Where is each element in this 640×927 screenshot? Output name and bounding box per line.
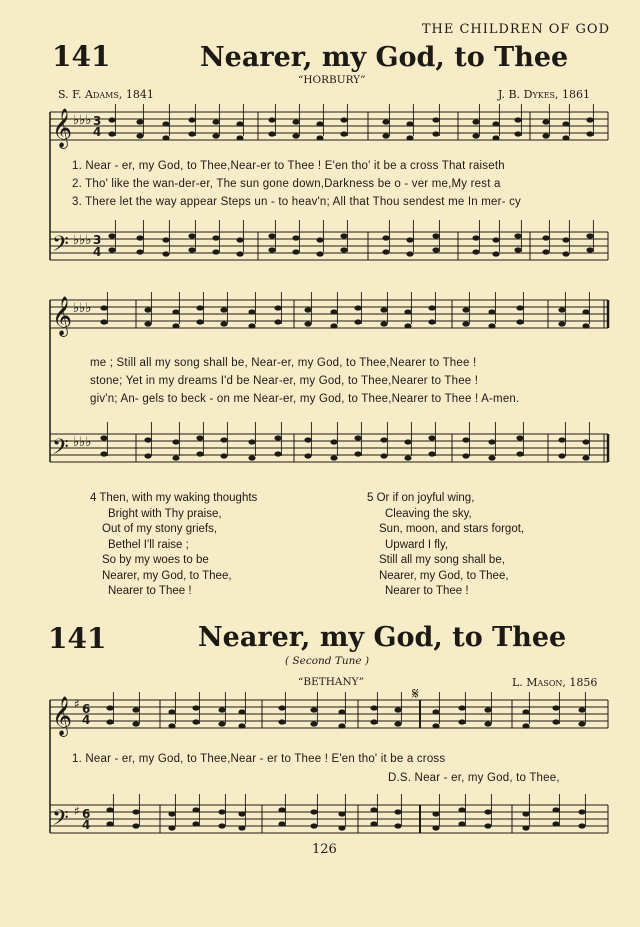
- verse-line: Bethel I'll raise ;: [108, 538, 189, 551]
- note-head: [484, 707, 491, 712]
- note-head: [432, 723, 439, 728]
- lyric-line: giv'n; An- gels to beck - on me Near-er, my God, to Thee,Nearer to Thee ! A-men.: [90, 393, 520, 405]
- note-head: [100, 435, 107, 440]
- svg-text:6: 6: [82, 702, 91, 716]
- page-number: 126: [312, 842, 337, 857]
- bass-clef-icon: 𝄢: [52, 232, 69, 262]
- note-head: [382, 133, 389, 138]
- note-head: [304, 307, 311, 312]
- note-head: [136, 119, 143, 124]
- note-head: [370, 821, 377, 826]
- note-head: [522, 811, 529, 816]
- note-head: [100, 319, 107, 324]
- note-head: [586, 131, 593, 136]
- note-head: [316, 135, 323, 140]
- svg-text:♭♭♭: ♭♭♭: [73, 301, 92, 316]
- svg-text:♯: ♯: [74, 697, 80, 711]
- verse-5: [367, 491, 524, 600]
- note-head: [394, 707, 401, 712]
- svg-text:♯: ♯: [74, 804, 80, 818]
- note-head: [238, 723, 245, 728]
- note-head: [578, 809, 585, 814]
- note-head: [354, 435, 361, 440]
- note-head: [558, 321, 565, 326]
- note-head: [144, 307, 151, 312]
- lyric-line: D.S. Near - er, my God, to Thee,: [388, 772, 560, 784]
- note-head: [432, 233, 439, 238]
- note-head: [394, 809, 401, 814]
- note-head: [558, 453, 565, 458]
- note-head: [236, 135, 243, 140]
- verse-line: 4 Then, with my waking thoughts: [90, 492, 258, 504]
- verse-line: So by my woes to be: [102, 554, 209, 566]
- note-head: [304, 437, 311, 442]
- note-head: [162, 121, 169, 126]
- note-head: [488, 323, 495, 328]
- svg-text:4: 4: [93, 245, 102, 259]
- note-head: [248, 455, 255, 460]
- note-head: [432, 247, 439, 252]
- svg-text:𝄞: 𝄞: [52, 696, 73, 736]
- note-head: [458, 821, 465, 826]
- page-header: THE CHILDREN OF GOD: [421, 22, 610, 37]
- note-head: [514, 247, 521, 252]
- verse-line: Nearer, my God, to Thee,: [102, 569, 232, 582]
- composer-credit: L. Mason, 1856: [512, 676, 598, 689]
- note-head: [542, 249, 549, 254]
- note-head: [218, 707, 225, 712]
- note-head: [404, 439, 411, 444]
- note-head: [370, 705, 377, 710]
- note-head: [380, 321, 387, 326]
- note-head: [406, 135, 413, 140]
- note-head: [268, 131, 275, 136]
- note-head: [238, 811, 245, 816]
- note-head: [354, 451, 361, 456]
- note-head: [562, 251, 569, 256]
- note-head: [432, 825, 439, 830]
- svg-text:♭♭♭: ♭♭♭: [73, 233, 92, 248]
- bass-staff-2: [50, 434, 608, 462]
- lyricist-credit: S. F. Adams, 1841: [58, 88, 154, 101]
- hymn-title: Nearer, my God, to Thee: [198, 622, 567, 653]
- bass-staff-1: [50, 232, 608, 260]
- note-head: [404, 323, 411, 328]
- verse-line: Still all my song shall be,: [379, 554, 505, 566]
- note-head: [484, 809, 491, 814]
- note-head: [268, 117, 275, 122]
- lyric-line: 2. Tho' like the wan-der-er, The sun gone down,Darkness be o - ver me,My rest a: [72, 178, 501, 190]
- note-head: [236, 121, 243, 126]
- note-head: [354, 319, 361, 324]
- note-head: [432, 131, 439, 136]
- verse-line: Nearer to Thee !: [108, 585, 192, 597]
- note-head: [136, 235, 143, 240]
- note-head: [292, 249, 299, 254]
- note-head: [370, 807, 377, 812]
- note-head: [432, 709, 439, 714]
- note-head: [514, 233, 521, 238]
- svg-text:6: 6: [82, 807, 91, 821]
- note-head: [316, 121, 323, 126]
- verse-line: Nearer to Thee !: [385, 585, 469, 597]
- note-head: [218, 823, 225, 828]
- note-head: [274, 451, 281, 456]
- note-head: [218, 809, 225, 814]
- verse-4: [90, 491, 257, 600]
- verse-line: 5 Or if on joyful wing,: [367, 492, 475, 504]
- hymn-title: Nearer, my God, to Thee: [200, 42, 569, 73]
- note-head: [380, 307, 387, 312]
- note-head: [196, 319, 203, 324]
- note-head: [462, 453, 469, 458]
- note-head: [586, 117, 593, 122]
- note-head: [278, 807, 285, 812]
- svg-text:3: 3: [93, 233, 102, 247]
- note-head: [236, 237, 243, 242]
- svg-text:♭♭♭: ♭♭♭: [73, 435, 92, 450]
- note-head: [330, 439, 337, 444]
- note-head: [516, 305, 523, 310]
- note-head: [136, 249, 143, 254]
- note-head: [488, 439, 495, 444]
- note-head: [340, 117, 347, 122]
- note-head: [144, 453, 151, 458]
- note-head: [192, 807, 199, 812]
- note-head: [108, 131, 115, 136]
- note-head: [552, 807, 559, 812]
- note-head: [488, 455, 495, 460]
- note-head: [316, 251, 323, 256]
- note-head: [380, 453, 387, 458]
- note-head: [338, 811, 345, 816]
- note-head: [162, 135, 169, 140]
- verse-line: Nearer, my God, to Thee,: [379, 569, 509, 582]
- note-head: [562, 121, 569, 126]
- note-head: [578, 721, 585, 726]
- note-head: [196, 305, 203, 310]
- note-head: [472, 119, 479, 124]
- note-head: [514, 117, 521, 122]
- note-head: [458, 807, 465, 812]
- note-head: [274, 435, 281, 440]
- note-head: [106, 719, 113, 724]
- note-head: [428, 451, 435, 456]
- note-head: [144, 321, 151, 326]
- note-head: [552, 719, 559, 724]
- note-head: [172, 309, 179, 314]
- note-head: [472, 133, 479, 138]
- lyric-line: stone; Yet in my dreams I'd be Near-er, my God, to Thee,Nearer to Thee !: [90, 375, 479, 387]
- note-head: [292, 133, 299, 138]
- note-head: [132, 809, 139, 814]
- note-head: [304, 453, 311, 458]
- note-head: [338, 723, 345, 728]
- note-head: [558, 437, 565, 442]
- composer-credit: J. B. Dykes, 1861: [498, 88, 591, 101]
- note-head: [492, 251, 499, 256]
- verse-number: 5: [367, 492, 374, 504]
- note-head: [522, 709, 529, 714]
- note-head: [340, 233, 347, 238]
- lyric-line: me ; Still all my song shall be, Near-er, my God, to Thee,Nearer to Thee !: [90, 357, 477, 369]
- note-head: [370, 719, 377, 724]
- note-head: [132, 721, 139, 726]
- note-head: [582, 455, 589, 460]
- note-head: [248, 309, 255, 314]
- note-head: [268, 233, 275, 238]
- note-head: [236, 251, 243, 256]
- note-head: [382, 249, 389, 254]
- note-head: [406, 121, 413, 126]
- note-head: [552, 705, 559, 710]
- treble-staff-2: [50, 300, 608, 328]
- note-head: [248, 323, 255, 328]
- note-head: [310, 823, 317, 828]
- note-head: [458, 705, 465, 710]
- note-head: [340, 131, 347, 136]
- note-head: [304, 321, 311, 326]
- note-head: [238, 825, 245, 830]
- note-head: [516, 451, 523, 456]
- note-head: [462, 321, 469, 326]
- note-head: [192, 719, 199, 724]
- note-head: [406, 237, 413, 242]
- lyric-line: 1. Near - er, my God, to Thee,Near - er to Thee ! E'en tho' it be a cross: [72, 753, 446, 765]
- note-head: [168, 825, 175, 830]
- note-head: [268, 247, 275, 252]
- note-head: [188, 117, 195, 122]
- note-head: [196, 451, 203, 456]
- svg-text:4: 4: [82, 818, 91, 832]
- note-head: [188, 233, 195, 238]
- note-head: [330, 309, 337, 314]
- verse-line: Out of my stony griefs,: [102, 523, 218, 535]
- note-head: [310, 707, 317, 712]
- lyric-line: 1. Near - er, my God, to Thee,Near-er to Thee ! E'en tho' it be a cross That raiseth: [72, 160, 505, 172]
- note-head: [192, 821, 199, 826]
- verse-line: Sun, moon, and stars forgot,: [379, 523, 525, 535]
- note-head: [278, 719, 285, 724]
- note-head: [582, 439, 589, 444]
- note-head: [196, 435, 203, 440]
- tune-name: “HORBURY”: [298, 74, 366, 86]
- note-head: [586, 247, 593, 252]
- note-head: [516, 319, 523, 324]
- note-head: [220, 437, 227, 442]
- note-head: [212, 235, 219, 240]
- note-head: [162, 251, 169, 256]
- note-head: [132, 823, 139, 828]
- hymn-number: 141: [52, 40, 111, 73]
- note-head: [492, 237, 499, 242]
- note-head: [578, 707, 585, 712]
- note-head: [428, 319, 435, 324]
- note-head: [330, 323, 337, 328]
- note-head: [220, 453, 227, 458]
- note-head: [340, 247, 347, 252]
- note-head: [278, 705, 285, 710]
- note-head: [310, 721, 317, 726]
- note-head: [172, 455, 179, 460]
- note-head: [462, 437, 469, 442]
- note-head: [108, 233, 115, 238]
- note-head: [108, 247, 115, 252]
- note-head: [394, 721, 401, 726]
- note-head: [562, 135, 569, 140]
- note-head: [552, 821, 559, 826]
- note-head: [582, 323, 589, 328]
- note-head: [212, 119, 219, 124]
- tune-name: “BETHANY”: [298, 676, 364, 688]
- note-head: [380, 437, 387, 442]
- note-head: [492, 135, 499, 140]
- note-head: [278, 821, 285, 826]
- note-head: [316, 237, 323, 242]
- note-head: [220, 307, 227, 312]
- verse-line: Cleaving the sky,: [385, 507, 472, 520]
- note-head: [168, 811, 175, 816]
- note-head: [108, 117, 115, 122]
- treble-clef-icon: 𝄞: [52, 108, 73, 148]
- note-head: [274, 319, 281, 324]
- svg-text:𝄢: 𝄢: [52, 806, 69, 836]
- treble-staff-1: [50, 112, 608, 140]
- note-head: [542, 133, 549, 138]
- note-head: [428, 305, 435, 310]
- note-head: [106, 807, 113, 812]
- note-head: [516, 435, 523, 440]
- note-head: [354, 305, 361, 310]
- noteheads: [100, 104, 593, 831]
- svg-text:4: 4: [82, 713, 91, 727]
- note-head: [274, 305, 281, 310]
- note-head: [586, 233, 593, 238]
- note-head: [238, 709, 245, 714]
- svg-text:𝄢: 𝄢: [52, 435, 69, 465]
- hymn-number: 141: [48, 622, 107, 655]
- note-head: [136, 133, 143, 138]
- note-head: [562, 237, 569, 242]
- hymn-subtitle: ( Second Tune ): [285, 655, 370, 667]
- note-head: [514, 131, 521, 136]
- note-head: [212, 133, 219, 138]
- note-head: [484, 823, 491, 828]
- note-head: [558, 307, 565, 312]
- note-head: [472, 235, 479, 240]
- note-head: [432, 811, 439, 816]
- note-head: [106, 821, 113, 826]
- svg-text:4: 4: [93, 125, 102, 139]
- note-head: [188, 247, 195, 252]
- note-head: [330, 455, 337, 460]
- note-head: [172, 323, 179, 328]
- note-head: [488, 309, 495, 314]
- note-head: [492, 121, 499, 126]
- verse-line: Upward I fly,: [385, 538, 449, 551]
- note-head: [248, 439, 255, 444]
- note-head: [582, 309, 589, 314]
- note-head: [168, 723, 175, 728]
- note-head: [458, 719, 465, 724]
- note-head: [462, 307, 469, 312]
- svg-text:3: 3: [93, 114, 102, 128]
- note-head: [522, 825, 529, 830]
- note-head: [292, 235, 299, 240]
- note-head: [338, 825, 345, 830]
- note-head: [292, 119, 299, 124]
- note-head: [338, 709, 345, 714]
- note-head: [220, 321, 227, 326]
- note-head: [168, 709, 175, 714]
- note-head: [100, 305, 107, 310]
- note-head: [132, 707, 139, 712]
- note-head: [542, 235, 549, 240]
- note-head: [404, 455, 411, 460]
- lyric-line: 3. There let the way appear Steps un - to heav'n; All that Thou sendest me In mer- cy: [72, 196, 521, 208]
- note-head: [428, 435, 435, 440]
- note-head: [406, 251, 413, 256]
- note-head: [100, 451, 107, 456]
- verse-number: 4: [90, 492, 97, 504]
- note-head: [404, 309, 411, 314]
- note-head: [472, 249, 479, 254]
- note-head: [218, 721, 225, 726]
- note-head: [162, 237, 169, 242]
- note-head: [542, 119, 549, 124]
- segno-icon: 𝄋: [412, 684, 419, 703]
- svg-text:♭♭♭: ♭♭♭: [73, 113, 92, 128]
- note-head: [192, 705, 199, 710]
- note-head: [144, 437, 151, 442]
- verse-line: Bright with Thy praise,: [108, 507, 222, 520]
- note-head: [578, 823, 585, 828]
- note-head: [382, 235, 389, 240]
- note-head: [212, 249, 219, 254]
- note-head: [394, 823, 401, 828]
- note-head: [310, 809, 317, 814]
- note-head: [484, 721, 491, 726]
- note-head: [382, 119, 389, 124]
- note-head: [432, 117, 439, 122]
- svg-text:𝄞: 𝄞: [52, 296, 73, 336]
- note-head: [188, 131, 195, 136]
- note-head: [106, 705, 113, 710]
- note-head: [172, 439, 179, 444]
- note-head: [522, 723, 529, 728]
